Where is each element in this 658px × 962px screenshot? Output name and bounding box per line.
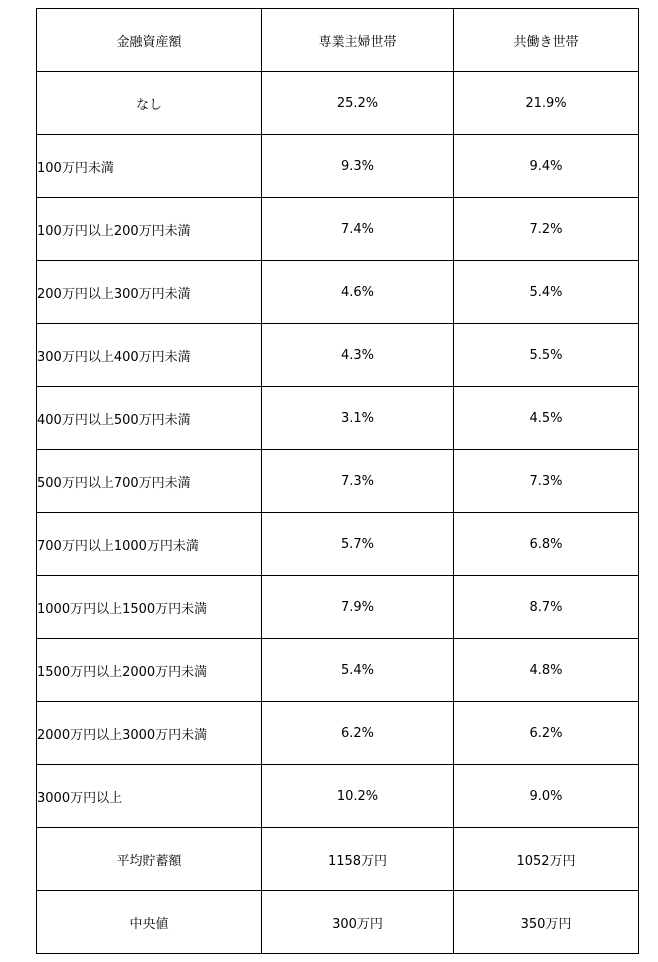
dual-income-value-cell: 6.2% [454,702,639,765]
header-dual-income-household: 共働き世帯 [454,9,639,72]
table-row [37,261,639,324]
housewife-value-cell: 5.7% [262,513,454,576]
dual-income-value-cell: 7.2% [454,198,639,261]
dual-income-value-cell: 1052万円 [454,828,639,891]
row-label-cell: 平均貯蓄額 [37,828,262,891]
dual-income-value-cell: 5.4% [454,261,639,324]
housewife-value-cell: 7.3% [262,450,454,513]
table-row [37,450,639,513]
row-label-cell: 700万円以上1000万円未満 [37,513,262,576]
row-label-cell: 2000万円以上3000万円未満 [37,702,262,765]
housewife-value-cell: 7.4% [262,198,454,261]
table-row [37,891,639,954]
dual-income-value-cell: 9.4% [454,135,639,198]
asset-table [36,8,639,954]
table-row [37,72,639,135]
row-label-cell: なし [37,72,262,135]
table-body [37,9,639,954]
row-label-cell: 1500万円以上2000万円未満 [37,639,262,702]
table-row [37,576,639,639]
housewife-value-cell: 5.4% [262,639,454,702]
table-row [37,198,639,261]
table-row [37,702,639,765]
dual-income-value-cell: 8.7% [454,576,639,639]
table-row [37,513,639,576]
housewife-value-cell: 300万円 [262,891,454,954]
row-label-cell: 中央値 [37,891,262,954]
header-housewife-household: 専業主婦世帯 [262,9,454,72]
header-financial-assets: 金融資産額 [37,9,262,72]
row-label-cell: 300万円以上400万円未満 [37,324,262,387]
dual-income-value-cell: 21.9% [454,72,639,135]
row-label-cell: 100万円未満 [37,135,262,198]
dual-income-value-cell: 4.8% [454,639,639,702]
housewife-value-cell: 1158万円 [262,828,454,891]
housewife-value-cell: 4.3% [262,324,454,387]
row-label-cell: 100万円以上200万円未満 [37,198,262,261]
table-header-row [37,9,639,72]
dual-income-value-cell: 7.3% [454,450,639,513]
table-row [37,387,639,450]
table-row [37,765,639,828]
row-label-cell: 1000万円以上1500万円未満 [37,576,262,639]
housewife-value-cell: 6.2% [262,702,454,765]
housewife-value-cell: 7.9% [262,576,454,639]
row-label-cell: 400万円以上500万円未満 [37,387,262,450]
row-label-cell: 3000万円以上 [37,765,262,828]
dual-income-value-cell: 4.5% [454,387,639,450]
table-row [37,828,639,891]
housewife-value-cell: 10.2% [262,765,454,828]
row-label-cell: 200万円以上300万円未満 [37,261,262,324]
dual-income-value-cell: 350万円 [454,891,639,954]
dual-income-value-cell: 5.5% [454,324,639,387]
table-row [37,324,639,387]
housewife-value-cell: 3.1% [262,387,454,450]
housewife-value-cell: 4.6% [262,261,454,324]
housewife-value-cell: 25.2% [262,72,454,135]
dual-income-value-cell: 6.8% [454,513,639,576]
table-row [37,639,639,702]
housewife-value-cell: 9.3% [262,135,454,198]
table-row [37,135,639,198]
dual-income-value-cell: 9.0% [454,765,639,828]
row-label-cell: 500万円以上700万円未満 [37,450,262,513]
